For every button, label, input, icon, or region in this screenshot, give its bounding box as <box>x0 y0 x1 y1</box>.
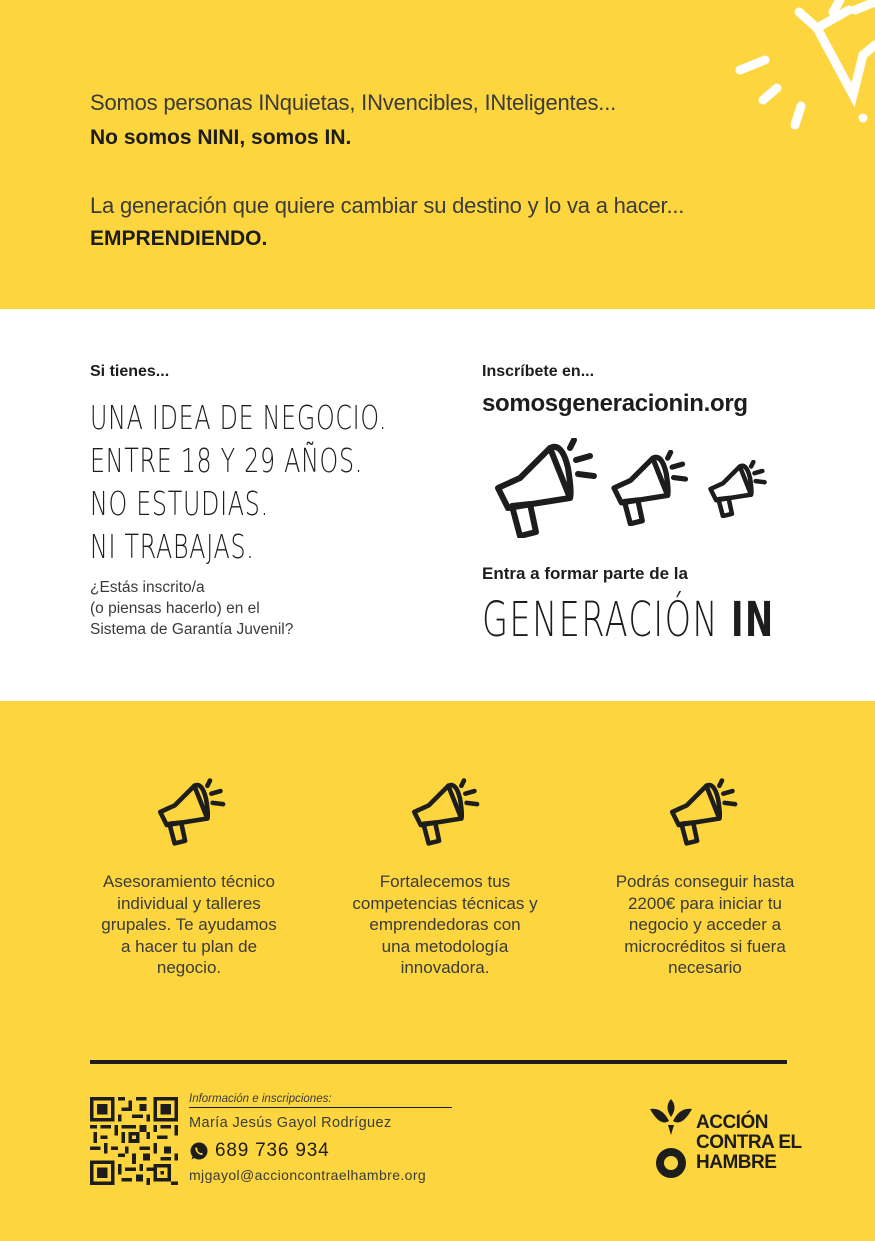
contact-phone[interactable] <box>189 1140 329 1162</box>
garantia-juvenil-question <box>90 577 293 640</box>
contact-heading: Información e inscripciones: <box>189 1093 452 1108</box>
requirement-item: ENTRE 18 Y 29 AÑOS. <box>90 441 364 480</box>
intro-line-4: EMPRENDIENDO. <box>90 227 268 250</box>
generation-word: GENERACIÓN <box>482 592 719 648</box>
feature-line: a hacer tu plan de <box>120 936 258 956</box>
feature-line: una metodología <box>381 936 509 956</box>
contact-email-link[interactable]: mjgayol@accioncontraelhambre.org <box>189 1167 427 1183</box>
feature-line: necesario <box>668 958 742 977</box>
feature-microcreditos <box>595 871 815 979</box>
signup-heading: Inscríbete en... <box>482 363 595 380</box>
megaphone-icon <box>706 460 768 518</box>
intro-line-3: La generación que quiere cambiar su destino y lo va a hacer... <box>90 193 685 218</box>
feature-line: competencias técnicas y <box>352 893 538 913</box>
feature-line: Fortalecemos tus <box>379 872 511 891</box>
intro-section <box>0 0 875 309</box>
generation-in-word: IN <box>731 592 775 648</box>
intro-line-2: No somos NINI, somos IN. <box>90 126 352 149</box>
question-line: Sistema de Garantía Juvenil? <box>90 621 294 638</box>
requirement-item: UNA IDEA DE NEGOCIO. <box>90 398 388 437</box>
accion-contra-el-hambre-logo <box>648 1097 694 1181</box>
megaphone-icon <box>409 778 481 846</box>
megaphone-icon <box>490 438 600 538</box>
feature-line: Asesoramiento técnico <box>103 872 275 891</box>
feature-competencias <box>335 871 555 979</box>
feature-line: individual y talleres <box>117 893 261 913</box>
question-line: (o piensas hacerlo) en el <box>90 600 260 617</box>
question-line: ¿Estás inscrito/a <box>90 579 205 596</box>
whatsapp-icon <box>189 1141 209 1161</box>
feature-line: innovadora. <box>400 958 490 977</box>
megaphone-icon <box>608 450 690 526</box>
generation-in-title <box>482 592 774 648</box>
logo-line: CONTRA EL <box>696 1132 802 1153</box>
join-text: Entra a formar parte de la <box>482 564 688 583</box>
requirement-item: NI TRABAJAS. <box>90 527 255 566</box>
feature-asesoramiento <box>79 871 299 979</box>
logo-line: ACCIÓN <box>696 1112 768 1133</box>
sun-icon <box>735 0 875 135</box>
logo-line: HAMBRE <box>696 1152 777 1173</box>
feature-line: emprendedoras con <box>369 915 521 934</box>
requirement-item: NO ESTUDIAS. <box>90 484 269 523</box>
megaphone-icon <box>667 778 739 846</box>
footer-divider <box>90 1060 787 1064</box>
contact-name: María Jesús Gayol Rodríguez <box>189 1115 392 1131</box>
feature-line: Podrás conseguir hasta <box>615 872 795 891</box>
megaphone-icon <box>155 778 227 846</box>
signup-url-link[interactable]: somosgeneracionin.org <box>482 390 748 417</box>
feature-line: grupales. Te ayudamos <box>101 915 277 934</box>
feature-line: microcréditos si fuera <box>624 936 786 956</box>
logo-text <box>696 1113 802 1173</box>
intro-line-1: Somos personas INquietas, INvencibles, INteligentes... <box>90 90 617 115</box>
requirements-heading: Si tienes... <box>90 363 170 380</box>
qr-code[interactable] <box>90 1097 178 1185</box>
feature-line: negocio y acceder a <box>628 915 782 934</box>
feature-line: negocio. <box>156 958 222 977</box>
phone-number: 689 736 934 <box>215 1140 330 1161</box>
feature-line: 2200€ para iniciar tu <box>627 893 783 913</box>
